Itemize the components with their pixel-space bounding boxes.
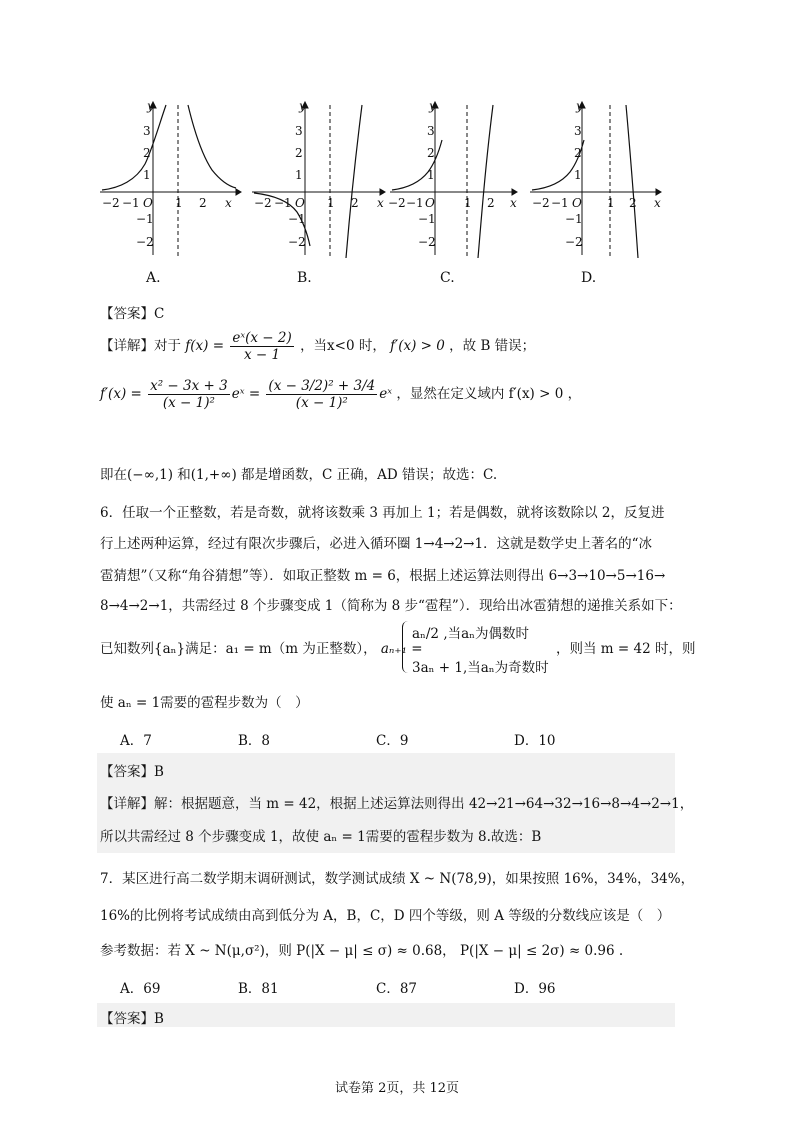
graph-c	[390, 100, 530, 260]
svg-text:y: y	[429, 99, 436, 113]
q5-deriv-positive: f′(x) > 0	[390, 338, 445, 354]
q6-case2: 3aₙ + 1,当aₙ为奇数时	[412, 660, 549, 676]
option-a-label: A.	[146, 270, 161, 286]
svg-text:y: y	[299, 99, 306, 113]
svg-text:−1: −1	[418, 212, 436, 226]
svg-text:x: x	[654, 196, 661, 210]
option-b-label: B.	[297, 270, 312, 286]
graph-a	[100, 100, 240, 260]
svg-text:x: x	[377, 196, 384, 210]
q5-fp-numerator2: (x − 3/2)² + 3/4	[268, 378, 376, 394]
q7-answer: 【答案】B	[100, 1011, 164, 1027]
q7-line2: 16%的比例将考试成绩由高到低分为 A，B，C，D 四个等级，则 A 等级的分数线应该是（ ）	[100, 908, 671, 924]
q5-fp-fraction	[148, 378, 230, 411]
q5-f-numerator: eˣ(x − 2)	[232, 330, 292, 346]
svg-text:O: O	[572, 196, 582, 210]
svg-text:2: 2	[143, 146, 151, 160]
q6-case1: aₙ/2 ,当aₙ为偶数时	[412, 626, 529, 642]
svg-text:3: 3	[574, 124, 582, 138]
q5-fp-denominator: (x − 1)²	[162, 395, 215, 411]
q6-line5	[100, 637, 423, 657]
svg-text:1: 1	[143, 168, 151, 182]
svg-text:O: O	[425, 196, 435, 210]
svg-text:1: 1	[464, 196, 472, 210]
q5-fp-fraction2	[266, 378, 377, 411]
q5-f-name: f(x) =	[185, 338, 225, 354]
graph-d	[530, 100, 670, 260]
q5-equals: =	[248, 386, 261, 402]
svg-text:−2: −2	[102, 196, 120, 210]
svg-text:−2: −2	[565, 235, 583, 249]
svg-text:3: 3	[143, 124, 151, 138]
q6-option-c: C．9	[376, 733, 409, 749]
option-d-label: D.	[581, 270, 597, 286]
q6-detail1: 【详解】解：根据题意，当 m = 42，根据上述运算法则得出 42→21→64→32→16→8→4→2→1，	[100, 796, 694, 812]
svg-text:1: 1	[427, 168, 435, 182]
svg-text:1: 1	[327, 196, 335, 210]
q5-detail-line1	[100, 330, 535, 363]
option-c-label: C.	[440, 270, 455, 286]
q5-condition-tail: ，故 B 错误；	[449, 338, 536, 354]
svg-text:−2: −2	[388, 196, 406, 210]
q6-line3: 雹猜想”（又称“角谷猜想”等）．如取正整数 m = 6，根据上述运算法则得出 6→3→10→5→16→	[100, 568, 666, 584]
q5-answer: 【答案】C	[100, 306, 165, 322]
q6-option-b: B．8	[238, 733, 271, 749]
q6-line5-prefix: 已知数列{aₙ}满足：a₁ = m（m 为正整数），	[100, 641, 377, 657]
graph-b	[252, 100, 392, 260]
graph-c-svg	[390, 100, 530, 260]
svg-text:−1: −1	[551, 196, 569, 210]
svg-text:−2: −2	[288, 235, 306, 249]
q6-detail2: 所以共需经过 8 个步骤变成 1，故使 aₙ = 1需要的雹程步数为 8.故选：B	[100, 829, 542, 845]
svg-text:O: O	[295, 196, 305, 210]
svg-text:2: 2	[427, 146, 435, 160]
svg-text:−2: −2	[254, 196, 272, 210]
q6-option-d: D．10	[514, 733, 556, 749]
q5-detail-prefix: 【详解】对于	[100, 338, 181, 354]
q6-line1: 6．任取一个正整数，若是奇数，就将该数乘 3 再加上 1；若是偶数，就将该数除以 2，反复进	[100, 505, 665, 521]
svg-text:3: 3	[427, 124, 435, 138]
graph-d-svg	[530, 100, 670, 260]
q5-f-fraction	[230, 330, 293, 363]
q5-fp-numerator: x² − 3x + 3	[150, 378, 228, 394]
svg-text:−1: −1	[136, 212, 154, 226]
origin-label: O	[143, 196, 153, 210]
q6-line4: 8→4→2→1，共需经过 8 个步骤变成 1（简称为 8 步“雹程”）．现给出冰雹猜想的递推关系如下：	[100, 598, 682, 614]
q7-option-d: D．96	[514, 981, 556, 997]
q5-fp-exp: eˣ	[231, 386, 245, 402]
svg-text:1: 1	[295, 168, 303, 182]
svg-text:−2: −2	[418, 235, 436, 249]
q5-fp-exp2: eˣ	[379, 386, 393, 402]
svg-text:2: 2	[629, 196, 637, 210]
svg-text:−2: −2	[532, 196, 550, 210]
svg-text:−1: −1	[288, 212, 306, 226]
q7-option-a: A．69	[120, 981, 161, 997]
svg-text:−1: −1	[122, 196, 140, 210]
q5-f-denominator: x − 1	[244, 347, 281, 363]
svg-text:1: 1	[175, 196, 183, 210]
q6-line6: 使 aₙ = 1需要的雹程步数为（ ）	[100, 695, 309, 711]
svg-text:−1: −1	[565, 212, 583, 226]
q6-option-a: A．7	[120, 733, 152, 749]
q5-fp-tail: ，显然在定义域内 f′(x) > 0 ，	[396, 386, 582, 402]
q5-detail-line2	[100, 378, 581, 411]
svg-text:1: 1	[607, 196, 615, 210]
svg-text:−1: −1	[274, 196, 292, 210]
svg-text:−1: −1	[406, 196, 424, 210]
q5-fp-name: f′(x) =	[100, 386, 142, 402]
svg-text:2: 2	[295, 146, 303, 160]
y-axis-label: y	[147, 99, 154, 113]
q6-recurrence-lhs: aₙ₊₁ =	[380, 641, 423, 657]
svg-text:2: 2	[574, 146, 582, 160]
svg-text:x: x	[510, 196, 517, 210]
svg-text:2: 2	[351, 196, 359, 210]
q7-line1: 7．某区进行高二数学期末调研测试，数学测试成绩 X ~ N(78,9)，如果按照 16%，34%，34%，	[100, 871, 695, 887]
q7-line3: 参考数据：若 X ~ N(μ,σ²)，则 P(|X − μ| ≤ σ) ≈ 0.68， P(|X − μ| ≤ 2σ) ≈ 0.96 .	[100, 943, 624, 959]
page-footer: 试卷第 2页，共 12页	[334, 1081, 460, 1096]
q5-fp-denominator2: (x − 1)²	[295, 395, 348, 411]
q5-condition: ，当x<0 时，	[300, 338, 386, 354]
svg-text:y: y	[576, 99, 583, 113]
q7-option-c: C．87	[376, 981, 418, 997]
graph-a-svg	[100, 100, 240, 260]
q6-brace	[402, 621, 409, 673]
q5-conclusion: 即在(−∞,1) 和(1,+∞) 都是增函数，C 正确，AD 错误；故选：C.	[100, 467, 498, 483]
q6-line2: 行上述两种运算，经过有限次步骤后，必进入循环圈 1→4→2→1．这就是数学史上著名的“冰	[100, 536, 652, 552]
q6-answer: 【答案】B	[100, 764, 164, 780]
q6-line5-suffix: ，则当 m = 42 时，则	[556, 641, 696, 657]
svg-text:−2: −2	[136, 235, 154, 249]
svg-text:3: 3	[295, 124, 303, 138]
q7-option-b: B．81	[238, 981, 279, 997]
x-axis-label: x	[225, 196, 232, 210]
svg-text:2: 2	[199, 196, 207, 210]
q7-answer-block	[97, 1003, 675, 1027]
svg-text:2: 2	[487, 196, 495, 210]
svg-text:1: 1	[574, 168, 582, 182]
graph-b-svg	[252, 100, 392, 260]
